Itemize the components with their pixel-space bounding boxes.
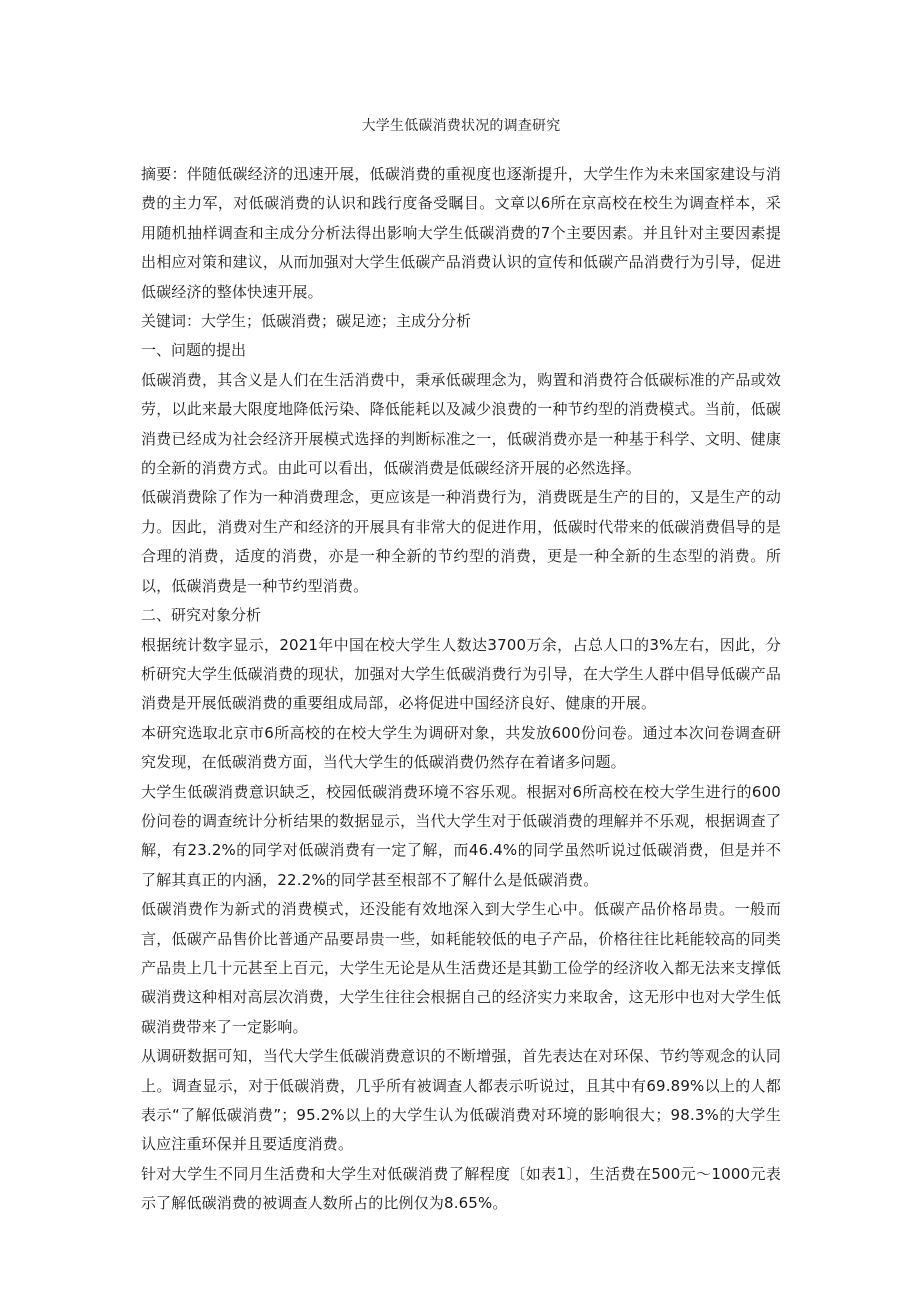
section1-paragraph-2: 低碳消费除了作为一种消费理念，更应该是一种消费行为，消费既是生产的目的，又是生产的动力。因此，消费对生产和经济的开展具有非常大的促进作用，低碳时代带来的低碳消费倡导的是合理的消费，适度的消费，亦是一种全新的节约型的消费，更是一种全新的生态型的消费。所以，低碳消费是一种节约型消费。 — [141, 488, 781, 595]
section2-paragraph-5: 从调研数据可知，当代大学生低碳消费意识的不断增强，首先表达在对环保、节约等观念的认同上。调查显示，对于低碳消费，几乎所有被调查人都表示听说过，且其中有69.89%以上的人都表示“了解低碳消费”；95.2%以上的大学生认为低碳消费对环境的影响很大；98.3%的大学生认应注重环保并且要适度消费。 — [141, 1047, 781, 1154]
document-title: 大学生低碳消费状况的调查研究 — [361, 118, 561, 134]
document-body — [141, 160, 781, 1219]
section2-paragraph-6: 针对大学生不同月生活费和大学生对低碳消费了解程度〔如表1〕，生活费在500元～1000元表示了解低碳消费的被调查人数所占的比例仅为8.65%。 — [141, 1164, 781, 1213]
section2-paragraph-2: 本研究选取北京市6所高校的在校大学生为调研对象，共发放600份问卷。通过本次问卷调查研究发现，在低碳消费方面，当代大学生的低碳消费仍然存在着诸多问题。 — [141, 723, 781, 772]
section-heading-1: 一、问题的提出 — [141, 341, 247, 360]
section2-paragraph-1: 根据统计数字显示，2021年中国在校大学生人数达3700万余，占总人口的3%左右，因此，分析研究大学生低碳消费的现状，加强对大学生低碳消费行为引导，在大学生人群中倡导低碳产品消费是开展低碳消费的重要组成局部，必将促进中国经济良好、健康的开展。 — [141, 635, 781, 713]
abstract-paragraph: 摘要：伴随低碳经济的迅速开展，低碳消费的重视度也逐渐提升，大学生作为未来国家建设与消费的主力军，对低碳消费的认识和践行度备受瞩目。文章以6所在京高校在校生为调查样本，采用随机抽样调查和主成分分析法得出影响大学生低碳消费的7个主要因素。并且针对主要因素提出相应对策和建议，从而加强对大学生低碳产品消费认识的宣传和低碳产品消费行为引导，促进低碳经济的整体快速开展。 — [141, 165, 781, 301]
section2-paragraph-3: 大学生低碳消费意识缺乏，校园低碳消费环境不容乐观。根据对6所高校在校大学生进行的600份问卷的调查统计分析结果的数据显示，当代大学生对于低碳消费的理解并不乐观，根据调查了解，有23.2%的同学对低碳消费有一定了解，而46.4%的同学虽然听说过低碳消费，但是并不了解其真正的内涵，22.2%的同学甚至根部不了解什么是低碳消费。 — [141, 782, 781, 889]
keywords-line: 关键词：大学生；低碳消费；碳足迹；主成分分析 — [141, 312, 472, 331]
section2-paragraph-4: 低碳消费作为新式的消费模式，还没能有效地深入到大学生心中。低碳产品价格昂贵。一般而言，低碳产品售价比普通产品要昂贵一些，如耗能较低的电子产品，价格往往比耗能较高的同类产品贵上几十元甚至上百元，大学生无论是从生活费还是其勤工俭学的经济收入都无法来支撑低碳消费这种相对高层次消费，大学生往往会根据自己的经济实力来取舍，这无形中也对大学生低碳消费带来了一定影响。 — [141, 900, 781, 1036]
section-heading-2: 二、研究对象分析 — [141, 606, 262, 625]
section1-paragraph-1: 低碳消费，其含义是人们在生活消费中，秉承低碳理念为，购置和消费符合低碳标准的产品或效劳，以此来最大限度地降低污染、降低能耗以及减少浪费的一种节约型的消费模式。当前，低碳消费已经成为社会经济开展模式选择的判断标准之一，低碳消费亦是一种基于科学、文明、健康的全新的消费方式。由此可以看出，低碳消费是低碳经济开展的必然选择。 — [141, 370, 781, 478]
